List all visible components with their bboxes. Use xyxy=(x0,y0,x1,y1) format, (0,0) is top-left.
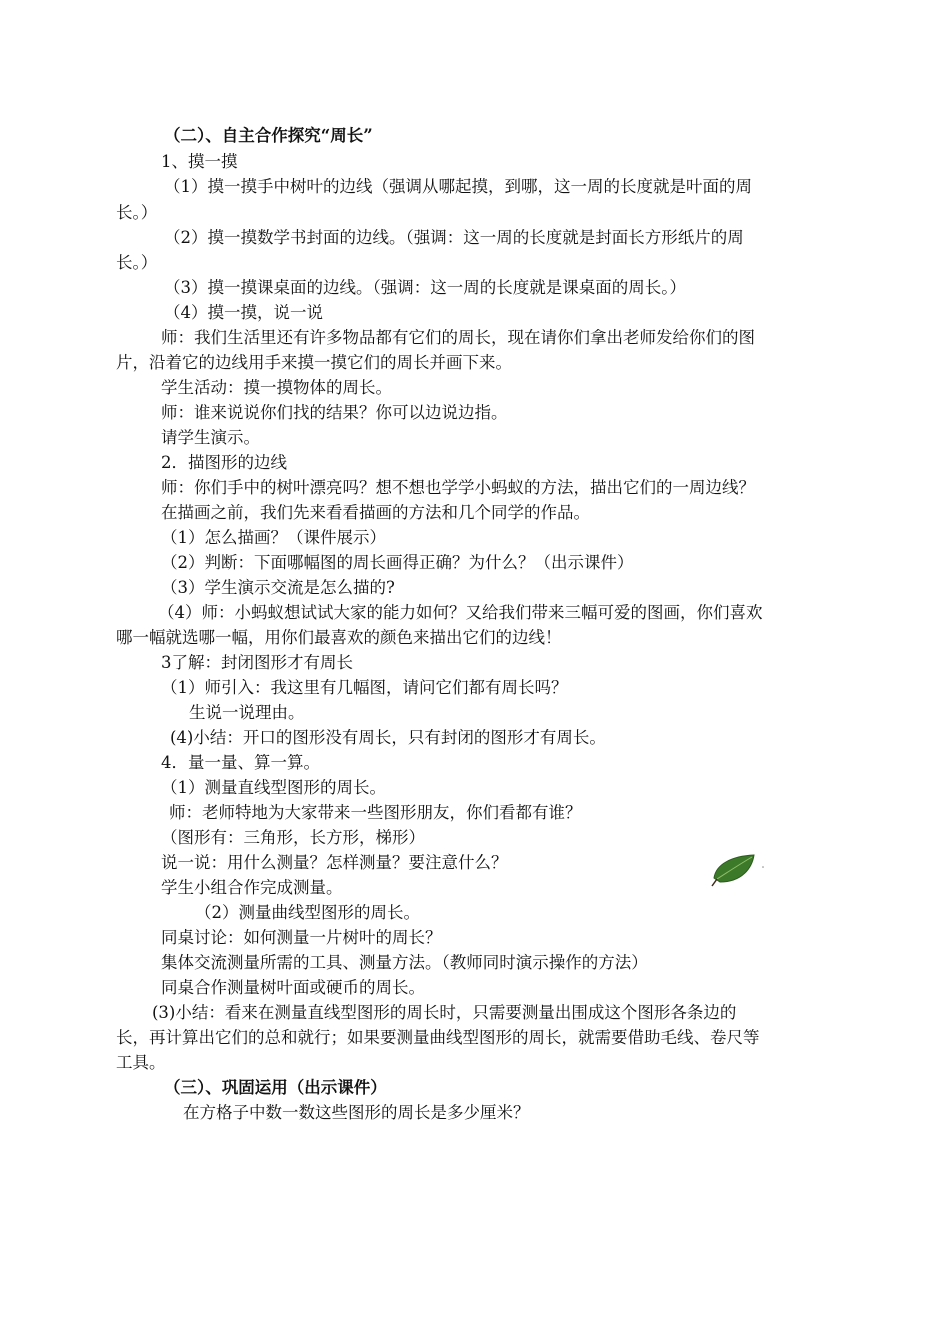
step-4-item-2: （2）测量曲线型图形的周长。 xyxy=(195,903,420,922)
step-2-item-4-cont: 哪一幅就选哪一幅，用你们最喜欢的颜色来描出它们的边线！ xyxy=(116,628,562,647)
step-1-activity: 学生活动：摸一摸物体的周长。 xyxy=(161,378,392,397)
step-1-item-1: （1）摸一摸手中树叶的边线（强调从哪起摸，到哪，这一周的长度就是叶面的周 xyxy=(164,177,752,196)
step-4-collective: 集体交流测量所需的工具、测量方法。（教师同时演示操作的方法） xyxy=(161,953,648,972)
step-4-item-1: （1）测量直线型图形的周长。 xyxy=(161,778,386,797)
step-1-title: 1、摸一摸 xyxy=(161,152,238,171)
step-3-item-1: （1）师引入：我这里有几幅图，请问它们都有周长吗？ xyxy=(161,678,568,697)
step-4-teacher: 师：老师特地为大家带来一些图形朋友，你们看都有谁？ xyxy=(169,803,582,822)
step-4-summary-cont: 长，再计算出它们的总和就行；如果要测量曲线型图形的周长，就需要借助毛线、卷尺等 xyxy=(116,1028,760,1047)
step-1-teacher: 师：我们生活里还有许多物品都有它们的周长，现在请你们拿出老师发给你们的图 xyxy=(161,328,755,347)
step-3-summary: (4)小结：开口的图形没有周长，只有封闭的图形才有周长。 xyxy=(170,728,606,747)
step-4-group: 学生小组合作完成测量。 xyxy=(161,878,343,897)
step-2-item-4: （4）师：小蚂蚁想试试大家的能力如何？又给我们带来三幅可爱的图画，你们喜欢 xyxy=(158,603,763,622)
step-1-demo: 请学生演示。 xyxy=(161,428,260,447)
step-4-shapes: （图形有：三角形，长方形，梯形） xyxy=(161,828,425,847)
step-4-pair: 同桌合作测量树叶面或硬币的周长。 xyxy=(161,978,425,997)
section-3-task: 在方格子中数一数这些图形的周长是多少厘米？ xyxy=(183,1103,530,1122)
step-2-item-1: （1）怎么描画？（课件展示） xyxy=(161,528,386,547)
step-4-summary-end: 工具。 xyxy=(116,1053,166,1072)
step-1-item-2: （2）摸一摸数学书封面的边线。（强调：这一周的长度就是封面长方形纸片的周 xyxy=(164,228,744,247)
step-3-title: 3了解：封闭图形才有周长 xyxy=(161,653,353,672)
step-1-item-3: （3）摸一摸课桌面的边线。（强调：这一周的长度就是课桌面的周长。） xyxy=(164,278,686,297)
step-4-discuss: 同桌讨论：如何测量一片树叶的周长？ xyxy=(161,928,442,947)
section-heading-2: （二）、自主合作探究“周长” xyxy=(164,126,373,145)
step-1-teacher-cont: 片，沿着它的边线用手来摸一摸它们的周长并画下来。 xyxy=(116,353,512,372)
step-4-title: 4．量一量、算一算。 xyxy=(161,753,320,772)
leaf-icon xyxy=(708,852,766,890)
step-2-title: 2．描图形的边线 xyxy=(161,453,287,472)
step-2-teacher: 师：你们手中的树叶漂亮吗？想不想也学学小蚂蚁的方法，描出它们的一周边线？ xyxy=(161,478,755,497)
step-1-item-2-cont: 长。） xyxy=(116,253,158,272)
step-3-student: 生说一说理由。 xyxy=(189,703,305,722)
step-2-item-3: （3）学生演示交流是怎么描的? xyxy=(161,578,395,597)
step-2-teacher-cont: 在描画之前，我们先来看看描画的方法和几个同学的作品。 xyxy=(161,503,590,522)
step-2-item-2: （2）判断：下面哪幅图的周长画得正确？为什么？（出示课件） xyxy=(161,553,634,572)
step-4-summary: (3)小结：看来在测量直线型图形的周长时，只需要测量出围成这个图形各条边的 xyxy=(152,1003,737,1022)
section-heading-3: （三）、巩固运用（出示课件） xyxy=(164,1078,387,1097)
step-1-item-1-cont: 长。） xyxy=(116,203,158,222)
step-1-teacher-2: 师：谁来说说你们找的结果？你可以边说边指。 xyxy=(161,403,508,422)
step-4-talk: 说一说：用什么测量？怎样测量？要注意什么？ xyxy=(161,853,508,872)
step-1-item-4: （4）摸一摸，说一说 xyxy=(164,303,323,322)
